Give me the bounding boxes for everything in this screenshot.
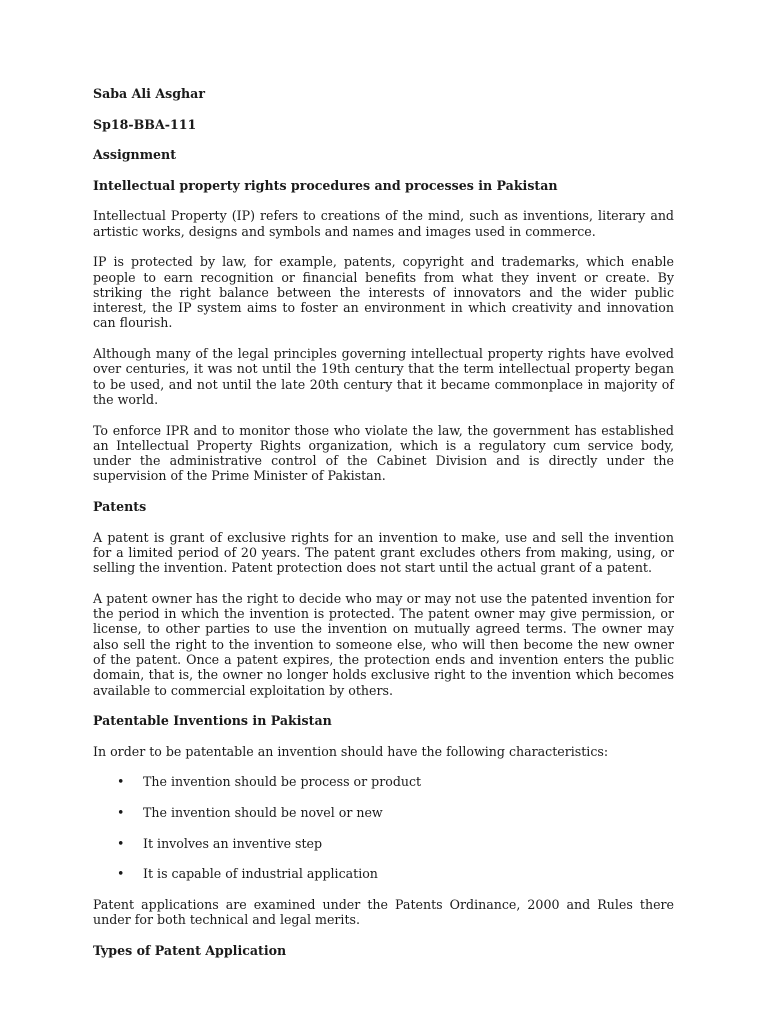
bullet-icon: • [117, 804, 125, 820]
patents-heading: Patents [93, 499, 147, 515]
characteristics-list [93, 774, 674, 881]
list-item-text: The invention should be process or product [143, 774, 422, 790]
bullet-icon: • [117, 835, 125, 851]
patents-paragraph-2: A patent owner has the right to decide who may or may not use the patented invention for the period in which the invention is protected. The patent owner may give permission, or license, to other parties to use the invention on mutually agreed terms. The owner may also sell the right to the invention to someone else, who will then become the new owner of the patent. Once a patent expires, the protection ends and invention enters the public domain, that is, the owner no longer holds exclusive right to the invention which becomes available to commercial exploitation by others. [93, 590, 674, 698]
intro-paragraph-1: Intellectual Property (IP) refers to creations of the mind, such as inventions, literary and artistic works, designs and symbols and names and images used in commerce. [93, 208, 674, 239]
bullet-icon: • [117, 774, 125, 790]
intro-paragraph-3: Although many of the legal principles governing intellectual property rights have evolved over centuries, it was not until the 19th century that the term intellectual property began to be used, and not until the late 20th century that it became commonplace in majority of the world. [93, 346, 674, 407]
list-item [93, 836, 674, 851]
patentable-heading: Patentable Inventions in Pakistan [93, 713, 332, 729]
list-item-text: The invention should be novel or new [143, 804, 383, 820]
list-item-text: It involves an inventive step [143, 835, 323, 851]
bullet-icon: • [117, 866, 125, 882]
patents-paragraph-1: A patent is grant of exclusive rights for an invention to make, use and sell the invention for a limited period of 20 years. The patent grant excludes others from making, using, or selling the invention. Patent protection does not start until the actual grant of a patent. [93, 529, 674, 576]
student-id: Sp18-BBA-111 [93, 116, 197, 132]
intro-paragraph-2: IP is protected by law, for example, patents, copyright and trademarks, which enable people to earn recognition or financial benefits from what they invent or create. By striking the right balance between the interests of innovators and the wider public interest, the IP system aims to foster an environment in which creativity and innovation can flourish. [93, 254, 674, 331]
types-heading: Types of Patent Application [93, 942, 287, 958]
intro-paragraph-4: To enforce IPR and to monitor those who violate the law, the government has established an Intellectual Property Rights organization, which is a regulatory cum service body, under the administrative control of the Cabinet Division and is directly under the supervision of the Prime Minister of Pakistan. [93, 422, 674, 484]
document-body [93, 86, 674, 973]
list-item-text: It is capable of industrial application [143, 866, 378, 882]
list-item [93, 805, 674, 820]
list-item [93, 866, 674, 881]
document-title: Intellectual property rights procedures and processes in Pakistan [93, 177, 558, 193]
list-item [93, 774, 674, 789]
author-name: Saba Ali Asghar [93, 86, 205, 101]
patentable-intro: In order to be patentable an invention should have the following characteristics: [93, 743, 609, 759]
patentable-closing: Patent applications are examined under the Patents Ordinance, 2000 and Rules there under for both technical and legal merits. [93, 896, 674, 928]
assignment-label: Assignment [93, 147, 177, 163]
